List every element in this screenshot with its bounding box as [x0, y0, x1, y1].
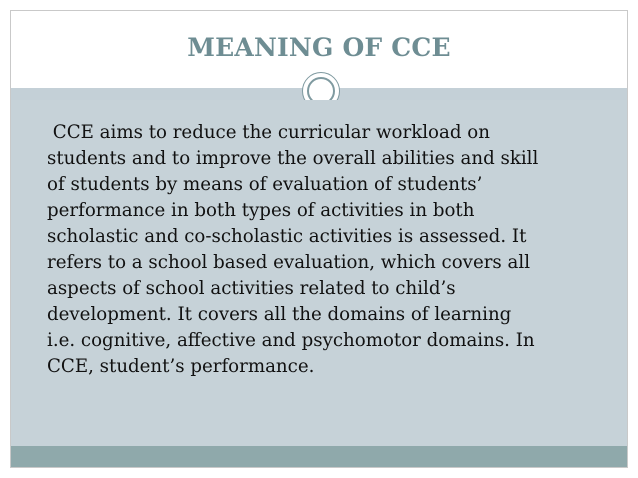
text-line: scholastic and co-scholastic activities is assessed. It — [47, 226, 527, 247]
text-line: i.e. cognitive, affective and psychomotor domains. In — [47, 330, 535, 351]
footer-band — [11, 446, 627, 468]
content-area — [11, 100, 627, 446]
text-line: performance in both types of activities in both — [47, 200, 475, 221]
text-line: CCE, student’s performance. — [47, 356, 315, 377]
text-line: refers to a school based evaluation, which covers all — [47, 252, 531, 273]
body-text — [47, 120, 619, 380]
text-line: of students by means of evaluation of students’ — [47, 174, 483, 195]
text-line: aspects of school activities related to child’s — [47, 278, 456, 299]
slide — [10, 10, 628, 468]
text-line: development. It covers all the domains of learning — [47, 304, 512, 325]
text-line: CCE aims to reduce the curricular workload on — [47, 122, 490, 143]
text-line: students and to improve the overall abilities and skill — [47, 148, 539, 169]
slide-title: MEANING OF CCE — [187, 33, 451, 62]
